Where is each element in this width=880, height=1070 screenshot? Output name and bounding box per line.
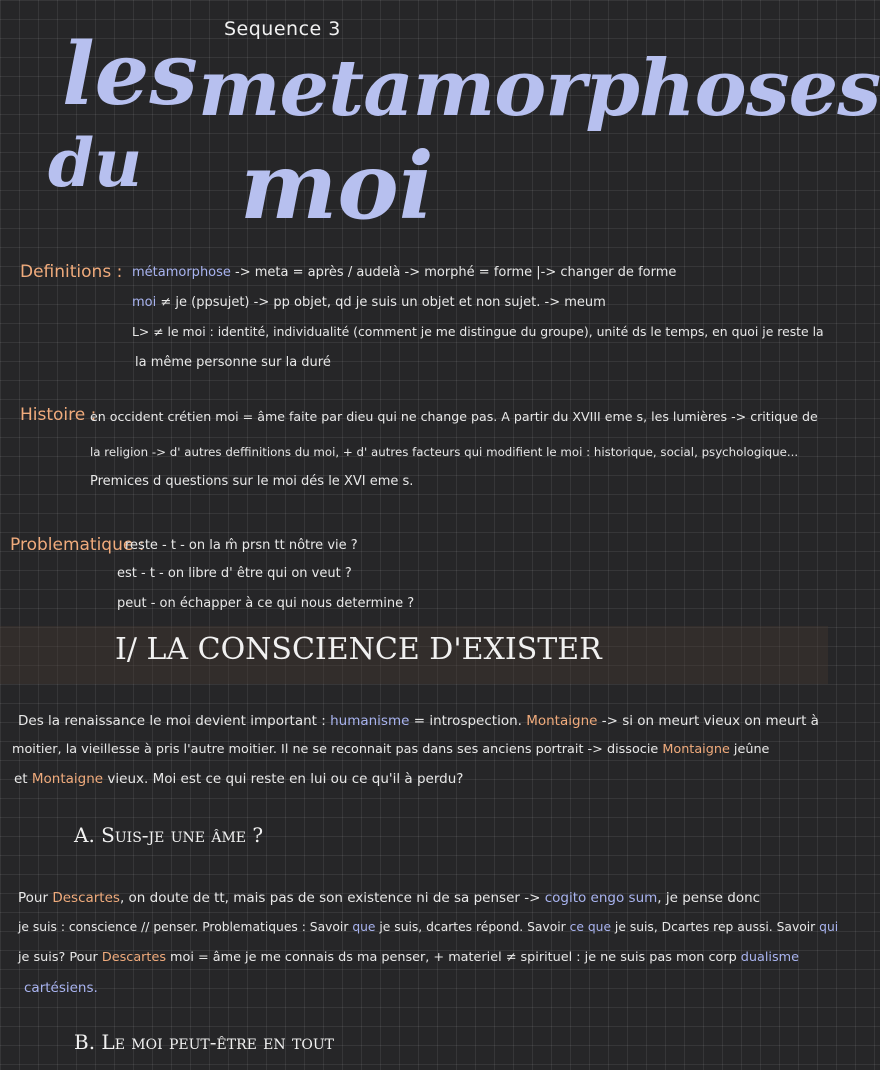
- definitions-line-3: L> ≠ le moi : identité, individualité (comment je me distingue du groupe), unité ds le temps, en quoi je reste la: [132, 324, 824, 339]
- histoire-line-2: la religion -> d' autres deffinitions du moi, + d' autres facteurs qui modifient le moi : historique, social, psychologique...: [90, 445, 799, 459]
- term-humanisme: humanisme: [330, 713, 410, 729]
- text-span: -> si on meurt vieux on meurt à: [597, 713, 819, 729]
- text-span: , on doute de tt, mais pas de son existence ni de sa penser ->: [119, 890, 545, 906]
- section-1-line-1: [18, 713, 819, 729]
- definitions-line-2: [132, 295, 606, 311]
- title-les: les: [62, 24, 198, 125]
- name-montaigne: Montaigne: [662, 742, 730, 757]
- name-montaigne: Montaigne: [526, 713, 598, 729]
- section-1-line-3: [14, 771, 463, 787]
- name-montaigne: Montaigne: [31, 771, 104, 787]
- sub-a-heading: A. Suis-je une âme ?: [74, 823, 264, 847]
- text-span: je suis, Dcartes rep aussi. Savoir: [611, 920, 820, 934]
- term-qui: qui: [819, 920, 839, 934]
- text-span: moitier, la vieillesse à pris l'autre moitier. Il ne se reconnait pas dans ses anciens portrait -> dissocie: [12, 742, 663, 757]
- name-descartes: Descartes: [52, 890, 120, 906]
- sub-a-line-1: [18, 890, 760, 906]
- title-du: du: [48, 124, 143, 202]
- text-span: je suis, dcartes répond. Savoir: [375, 920, 570, 934]
- section-1-heading: I/ LA CONSCIENCE D'EXISTER: [115, 632, 602, 667]
- title-metamorphoses: metamorphoses: [198, 43, 880, 134]
- term-dualisme: dualisme: [740, 950, 799, 965]
- definitions-line-1: [132, 265, 676, 281]
- definitions-line-4: la même personne sur la duré: [135, 355, 331, 370]
- text-span: je suis? Pour: [18, 950, 102, 965]
- text-span: jeûne: [729, 742, 770, 757]
- text-span: Pour: [18, 890, 53, 906]
- histoire-label: Histoire :: [20, 405, 97, 425]
- sub-a-line-3: [18, 950, 799, 965]
- definitions-label: Definitions :: [20, 262, 123, 282]
- sub-a-line-4: cartésiens.: [24, 980, 98, 996]
- sub-a-line-2: [18, 920, 838, 935]
- histoire-line-1: en occident crétien moi = âme faite par dieu qui ne change pas. A partir du XVIII eme s, les lumières -> critique de: [90, 409, 818, 424]
- section-1-line-2: [12, 742, 769, 757]
- sub-b-heading: B. Le moi peut-être en tout: [74, 1030, 334, 1054]
- definitions-line-1-text: -> meta = après / audelà -> morphé = forme |-> changer de forme: [235, 265, 677, 280]
- text-span: je suis : conscience // penser. Problematiques : Savoir: [18, 920, 353, 934]
- text-span: = introspection.: [409, 713, 527, 729]
- problematique-question-1: reste - t - on la m̂ prsn tt nôtre vie ?: [125, 538, 358, 553]
- term-metamorphose: métamorphose: [132, 265, 231, 280]
- text-span: moi = âme je me connais ds ma penser, + materiel ≠ spirituel : je ne suis pas mon corp: [165, 950, 741, 965]
- term-ce-que: ce que: [569, 920, 612, 934]
- term-cogito: cogito engo sum: [544, 890, 658, 906]
- definitions-line-2-text: ≠ je (ppsujet) -> pp objet, qd je suis un objet et non sujet. -> meum: [160, 295, 606, 310]
- problematique-question-3: peut - on échapper à ce qui nous determine ?: [117, 596, 415, 611]
- title-moi: moi: [240, 132, 434, 240]
- name-descartes: Descartes: [101, 950, 166, 965]
- text-span: , je pense donc: [657, 890, 761, 906]
- term-moi: moi: [132, 295, 157, 310]
- text-span: et: [14, 771, 32, 787]
- sequence-label: Sequence 3: [224, 18, 341, 40]
- term-que: que: [352, 920, 376, 934]
- histoire-line-3: Premices d questions sur le moi dés le XVI eme s.: [90, 474, 414, 489]
- text-span: Des la renaissance le moi devient important :: [18, 713, 331, 729]
- problematique-question-2: est - t - on libre d' être qui on veut ?: [117, 566, 352, 581]
- problematique-label: Problematique :: [10, 535, 145, 555]
- text-span: vieux. Moi est ce qui reste en lui ou ce qu'il à perdu?: [103, 771, 464, 787]
